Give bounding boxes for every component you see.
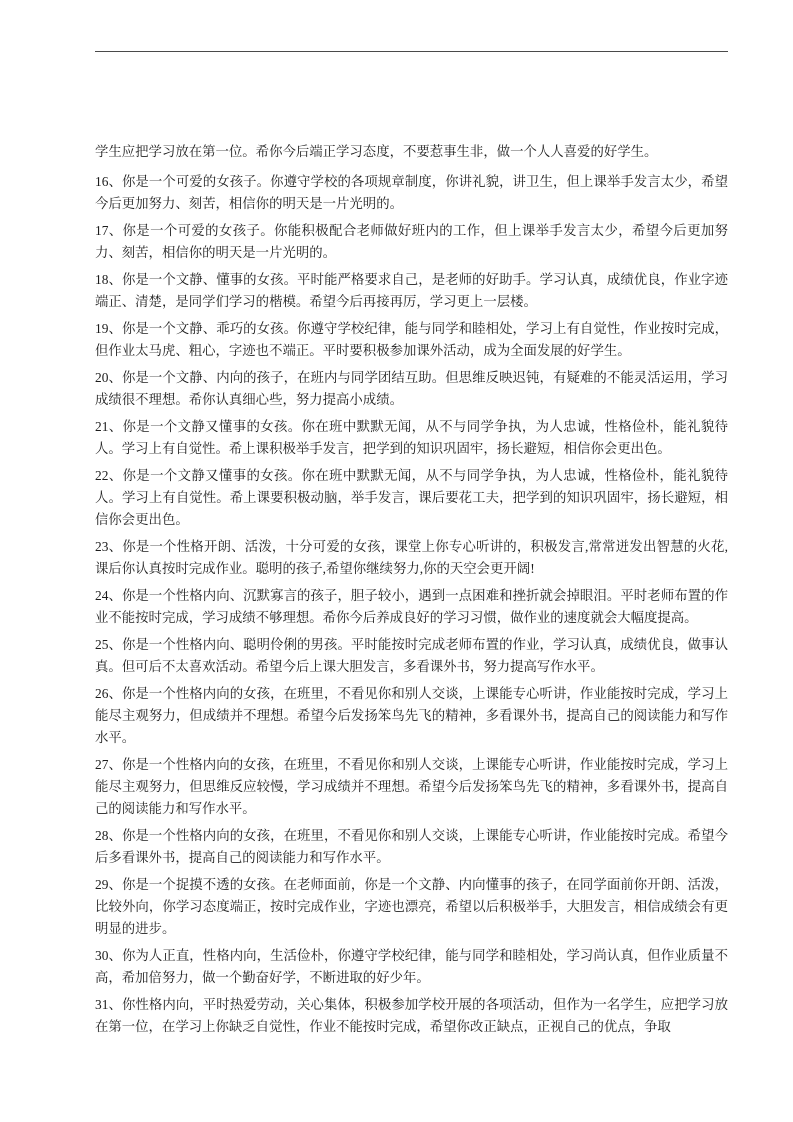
comment-paragraph-21: 21、你是一个文静又懂事的女孩。你在班中默默无闻，从不与同学争执，为人忠诚，性格俭朴，能礼貌待人。学习上有自觉性。希上课积极举手发言，把学到的知识巩固牢，扬长避短，相信你会更出色。 bbox=[95, 419, 728, 456]
comment-paragraph-19: 19、你是一个文静、乖巧的女孩。你遵守学校纪律，能与同学和睦相处，学习上有自觉性，作业按时完成，但作业太马虎、粗心，字迹也不端正。平时要积极参加课外活动，成为全面发展的好学生。 bbox=[95, 321, 728, 358]
comment-paragraph-31: 31、你性格内向，平时热爱劳动，关心集体，积极参加学校开展的各项活动，但作为一名学生，应把学习放在第一位，在学习上你缺乏自觉性，作业不能按时完成，希望你改正缺点，正视自己的优点，争取 bbox=[95, 997, 728, 1034]
comment-paragraph-20: 20、你是一个文静、内向的孩子，在班内与同学团结互助。但思维反映迟钝，有疑难的不能灵活运用，学习成绩很不理想。希你认真细心些，努力提高小成绩。 bbox=[95, 370, 728, 407]
comment-paragraph-22: 22、你是一个文静又懂事的女孩。你在班中默默无闻，从不与同学争执，为人忠诚，性格俭朴，能礼貌待人。学习上有自觉性。希上课要积极动脑，举手发言，课后要花工夫，把学到的知识巩固牢，扬长避短，相信你会更出色。 bbox=[95, 468, 728, 527]
comment-paragraph-16: 16、你是一个可爱的女孩子。你遵守学校的各项规章制度，你讲礼貌，讲卫生，但上课举手发言太少，希望今后更加努力、刻苦，相信你的明天是一片光明的。 bbox=[95, 174, 728, 211]
comment-paragraph-27: 27、你是一个性格内向的女孩，在班里，不看见你和别人交谈，上课能专心听讲，作业能按时完成，学习上能尽主观努力，但思维反应较慢，学习成绩并不理想。希望今后发扬笨鸟先飞的精神，多看课外书，提高自己的阅读能力和写作水平。 bbox=[95, 757, 728, 816]
comment-paragraph-continued: 学生应把学习放在第一位。希你今后端正学习态度，不要惹事生非，做一个人人喜爱的好学生。 bbox=[95, 144, 658, 159]
comment-paragraph-18: 18、你是一个文静、懂事的女孩。平时能严格要求自己，是老师的好助手。学习认真，成绩优良，作业字迹端正、清楚，是同学们学习的楷模。希望今后再接再厉，学习更上一层楼。 bbox=[95, 272, 728, 309]
comment-paragraph-28: 28、你是一个性格内向的女孩，在班里，不看见你和别人交谈，上课能专心听讲，作业能按时完成。希望今后多看课外书，提高自己的阅读能力和写作水平。 bbox=[95, 828, 728, 865]
comment-paragraph-29: 29、你是一个捉摸不透的女孩。在老师面前，你是一个文静、内向懂事的孩子，在同学面前你开朗、活泼，比较外向，你学习态度端正，按时完成作业，字迹也漂亮，希望以后积极举手，大胆发言，相信成绩会有更明显的进步。 bbox=[95, 877, 728, 936]
comment-paragraph-17: 17、你是一个可爱的女孩子。你能积极配合老师做好班内的工作，但上课举手发言太少，希望今后更加努力、刻苦，相信你的明天是一片光明的。 bbox=[95, 223, 728, 260]
comment-paragraph-23: 23、你是一个性格开朗、活泼，十分可爱的女孩，课堂上你专心听讲的，积极发言,常常迸发出智慧的火花,课后你认真按时完成作业。聪明的孩子,希望你继续努力,你的天空会更开阔! bbox=[95, 539, 728, 576]
comment-paragraph-25: 25、你是一个性格内向、聪明伶俐的男孩。平时能按时完成老师布置的作业，学习认真，成绩优良，做事认真。但可后不太喜欢活动。希望今后上课大胆发言，多看课外书，努力提高写作水平。 bbox=[95, 637, 728, 674]
header-rule bbox=[95, 51, 728, 52]
document-body bbox=[95, 141, 728, 1043]
comment-paragraph-24: 24、你是一个性格内向、沉默寡言的孩子，胆子较小，遇到一点困难和挫折就会掉眼泪。平时老师布置的作业不能按时完成，学习成绩不够理想。希你今后养成良好的学习习惯，做作业的速度就会大幅度提高。 bbox=[95, 588, 728, 625]
comment-paragraph-26: 26、你是一个性格内向的女孩，在班里，不看见你和别人交谈，上课能专心听讲，作业能按时完成，学习上能尽主观努力，但成绩并不理想。希望今后发扬笨鸟先飞的精神，多看课外书，提高自己的阅读能力和写作水平。 bbox=[95, 686, 728, 745]
comment-paragraph-30: 30、你为人正直，性格内向，生活俭朴，你遵守学校纪律，能与同学和睦相处，学习尚认真，但作业质量不高，希加倍努力，做一个勤奋好学，不断进取的好少年。 bbox=[95, 948, 728, 985]
